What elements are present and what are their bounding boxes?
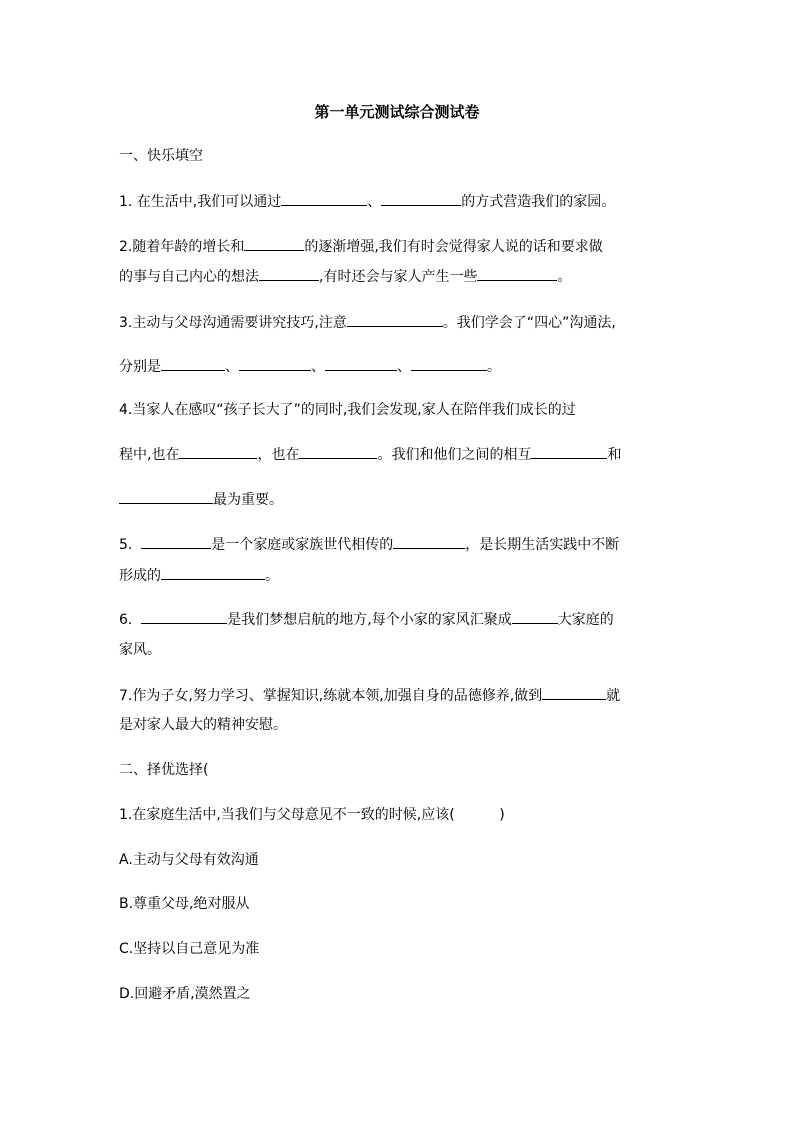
question-3-line-2: 分别是 、 、 、 。 bbox=[119, 356, 501, 377]
answer-blank[interactable] bbox=[393, 534, 465, 549]
answer-blank[interactable] bbox=[119, 489, 213, 504]
answer-blank[interactable] bbox=[512, 609, 558, 624]
answer-blank[interactable] bbox=[141, 534, 211, 549]
question-2-line-2: 的事与自己内心的想法 ,有时还会与家人产生一些 。 bbox=[119, 266, 571, 287]
section-heading-choice: 二、择优选择( bbox=[119, 762, 209, 778]
question-2-line-1: 2.随着年龄的增长和 的逐渐增强,我们有时会觉得家人说的话和要求做 bbox=[119, 236, 603, 257]
answer-blank[interactable] bbox=[542, 685, 606, 700]
answer-blank[interactable] bbox=[411, 356, 487, 371]
section-heading-fill-in: 一、快乐填空 bbox=[119, 148, 203, 164]
answer-blank[interactable] bbox=[161, 356, 225, 371]
option-d[interactable]: D.回避矛盾,漠然置之 bbox=[119, 986, 251, 1002]
question-6-line-2: 家风。 bbox=[119, 642, 161, 658]
answer-blank[interactable] bbox=[325, 356, 397, 371]
answer-blank[interactable] bbox=[477, 266, 557, 281]
option-a[interactable]: A.主动与父母有效沟通 bbox=[119, 852, 259, 868]
answer-blank[interactable] bbox=[259, 266, 319, 281]
page-title: 第一单元测试综合测试卷 bbox=[314, 103, 480, 121]
question-7-line-2: 是对家人最大的精神安慰。 bbox=[119, 717, 287, 733]
answer-blank[interactable] bbox=[347, 312, 443, 327]
answer-blank[interactable] bbox=[179, 444, 257, 459]
answer-blank[interactable] bbox=[239, 356, 311, 371]
question-7-line-1: 7.作为子女,努力学习、掌握知识,练就本领,加强自身的品德修养,做到 就 bbox=[119, 685, 620, 706]
question-4-line-3: 最为重要。 bbox=[119, 489, 283, 510]
question-5-line-2: 形成的 。 bbox=[119, 565, 279, 586]
question-4-line-1: 4.当家人在感叹“孩子长大了”的同时,我们会发现,家人在陪伴我们成长的过 bbox=[119, 402, 576, 418]
choice-question-1: 1.在家庭生活中,当我们与父母意见不一致的时候,应该( ) bbox=[119, 807, 505, 823]
answer-blank[interactable] bbox=[281, 191, 367, 206]
question-5-line-1: 5. 是一个家庭或家族世代相传的 ，是长期生活实践中不断 bbox=[119, 534, 619, 555]
question-6-line-1: 6. 是我们梦想启航的地方,每个小家的家风汇聚成 大家庭的 bbox=[119, 609, 614, 630]
option-c[interactable]: C.坚持以自己意见为准 bbox=[119, 941, 260, 957]
option-b[interactable]: B.尊重父母,绝对服从 bbox=[119, 896, 250, 912]
answer-blank[interactable] bbox=[299, 444, 377, 459]
question-4-line-2: 程中,也在 ，也在 。我们和他们之间的相互 和 bbox=[119, 444, 621, 465]
answer-blank[interactable] bbox=[161, 565, 265, 580]
answer-blank[interactable] bbox=[244, 236, 304, 251]
answer-blank[interactable] bbox=[141, 609, 227, 624]
question-3-line-1: 3.主动与父母沟通需要讲究技巧,注意 。我们学会了“四心”沟通法, bbox=[119, 312, 616, 333]
answer-blank[interactable] bbox=[531, 444, 607, 459]
question-1: 1. 在生活中,我们可以通过 、 的方式营造我们的家园。 bbox=[119, 191, 615, 212]
answer-blank[interactable] bbox=[381, 191, 461, 206]
